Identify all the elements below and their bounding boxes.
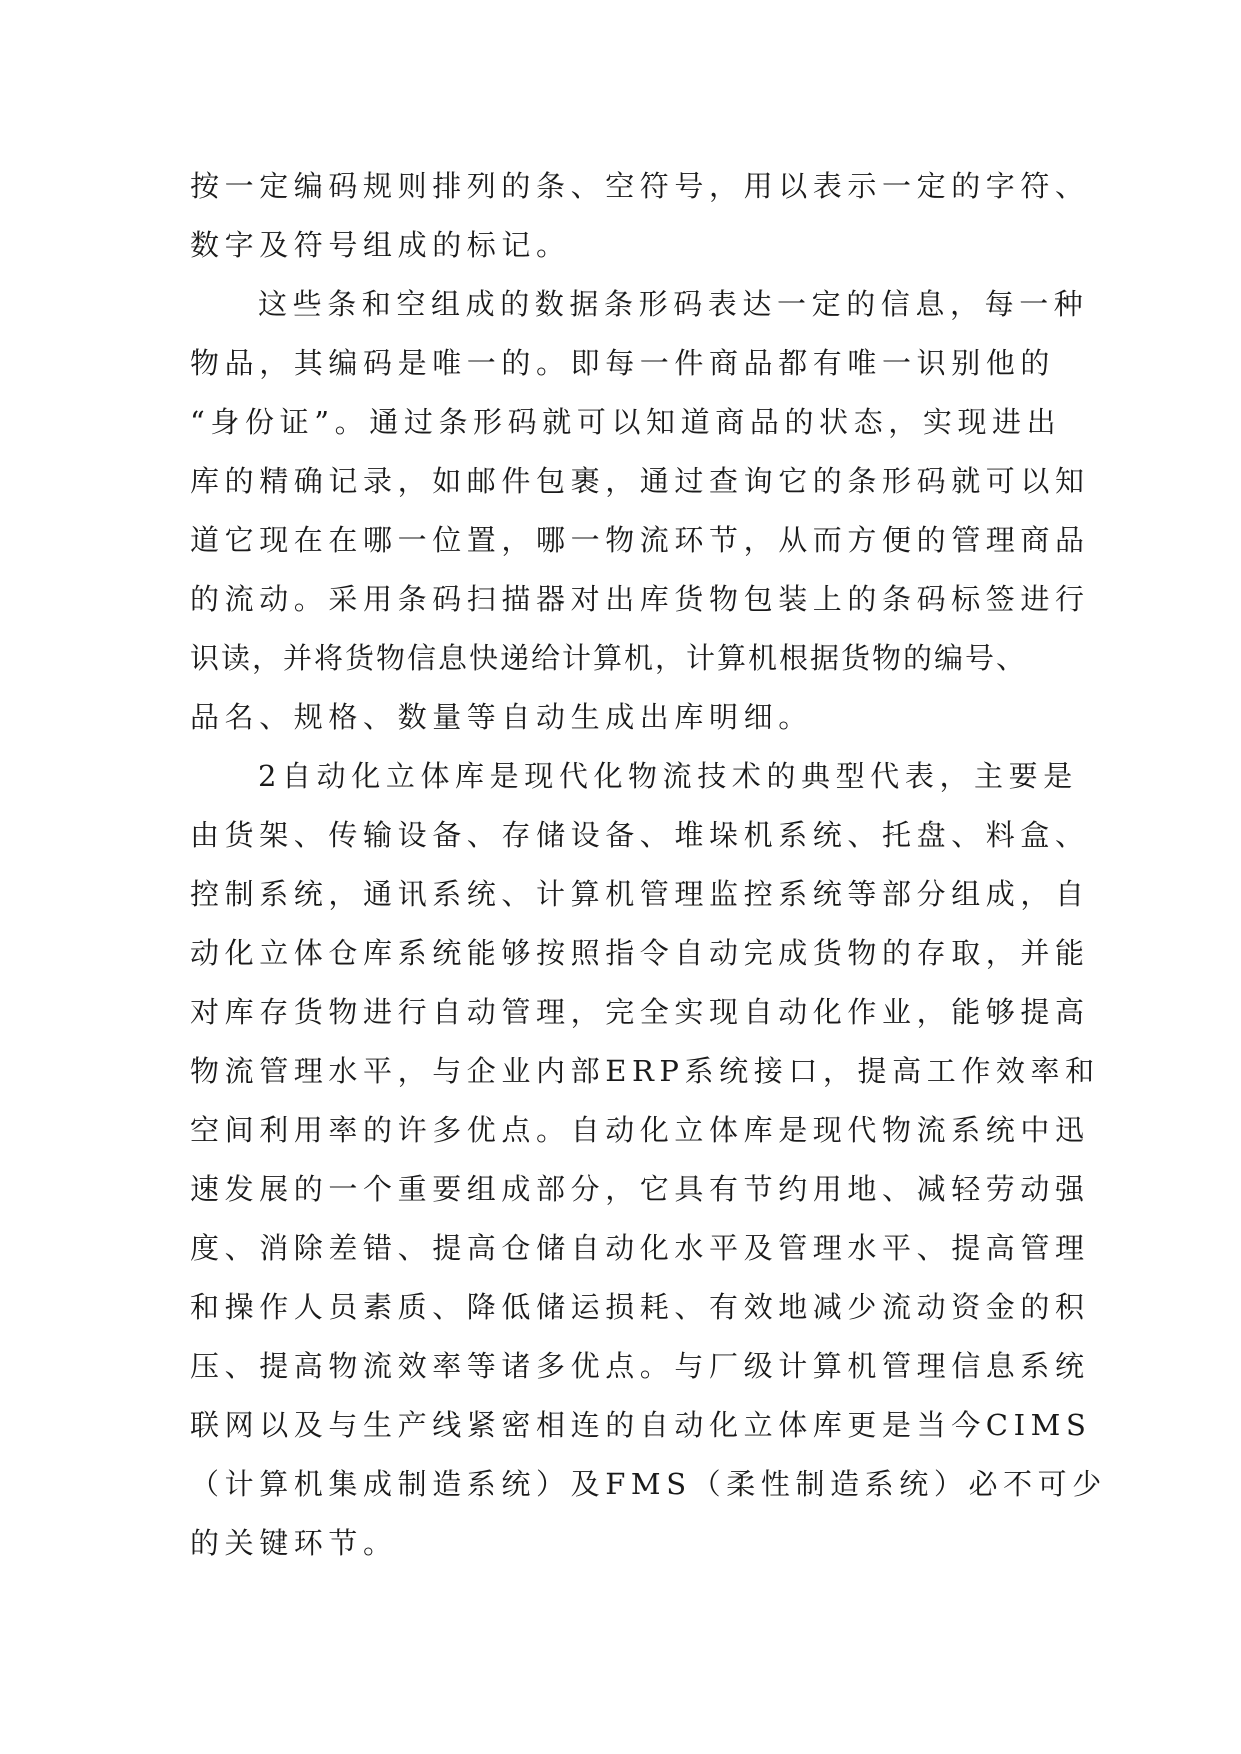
text-line-18: 速发展的一个重要组成部分，它具有节约用地、减轻劳动强 (190, 1172, 1090, 1206)
text-line-20: 和操作人员素质、降低储运损耗、有效地减少流动资金的积 (190, 1290, 1090, 1324)
text-line-2: 数字及符号组成的标记。 (190, 228, 571, 262)
text-line-10: 品名、规格、数量等自动生成出库明细。 (190, 700, 813, 734)
text-line-7: 道它现在在哪一位置，哪一物流环节，从而方便的管理商品 (190, 523, 1090, 557)
text-line-15: 对库存货物进行自动管理，完全实现自动化作业，能够提高 (190, 995, 1090, 1029)
text-line-19: 度、消除差错、提高仓储自动化水平及管理水平、提高管理 (190, 1231, 1090, 1265)
text-line-5: “身份证”。通过条形码就可以知道商品的状态，实现进出 (190, 405, 1062, 439)
text-line-17: 空间利用率的许多优点。自动化立体库是现代物流系统中迅 (190, 1113, 1090, 1147)
text-line-4: 物品，其编码是唯一的。即每一件商品都有唯一识别他的 (190, 346, 1056, 380)
text-line-14: 动化立体仓库系统能够按照指令自动完成货物的存取，并能 (190, 936, 1090, 970)
text-line-9: 识读，并将货物信息快递给计算机，计算机根据货物的编号、 (190, 641, 1028, 675)
text-line-22: 联网以及与生产线紧密相连的自动化立体库更是当今CIMS (190, 1408, 1092, 1442)
text-line-8: 的流动。采用条码扫描器对出库货物包装上的条码标签进行 (190, 582, 1090, 616)
text-line-6: 库的精确记录，如邮件包裹，通过查询它的条形码就可以知 (190, 464, 1090, 498)
text-line-12: 由货架、传输设备、存储设备、堆垛机系统、托盘、料盒、 (190, 818, 1090, 852)
text-line-24: 的关键环节。 (190, 1526, 398, 1560)
text-line-21: 压、提高物流效率等诸多优点。与厂级计算机管理信息系统 (190, 1349, 1090, 1383)
text-line-3: 这些条和空组成的数据条形码表达一定的信息，每一种 (258, 287, 1089, 321)
text-line-11: 2自动化立体库是现代化物流技术的典型代表，主要是 (258, 759, 1078, 793)
body-text (190, 157, 1107, 1573)
text-line-23: （计算机集成制造系统）及FMS（柔性制造系统）必不可少 (190, 1467, 1107, 1501)
text-line-1: 按一定编码规则排列的条、空符号，用以表示一定的字符、 (190, 169, 1090, 203)
text-line-13: 控制系统，通讯系统、计算机管理监控系统等部分组成，自 (190, 877, 1090, 911)
text-line-16: 物流管理水平，与企业内部ERP系统接口，提高工作效率和 (190, 1054, 1100, 1088)
